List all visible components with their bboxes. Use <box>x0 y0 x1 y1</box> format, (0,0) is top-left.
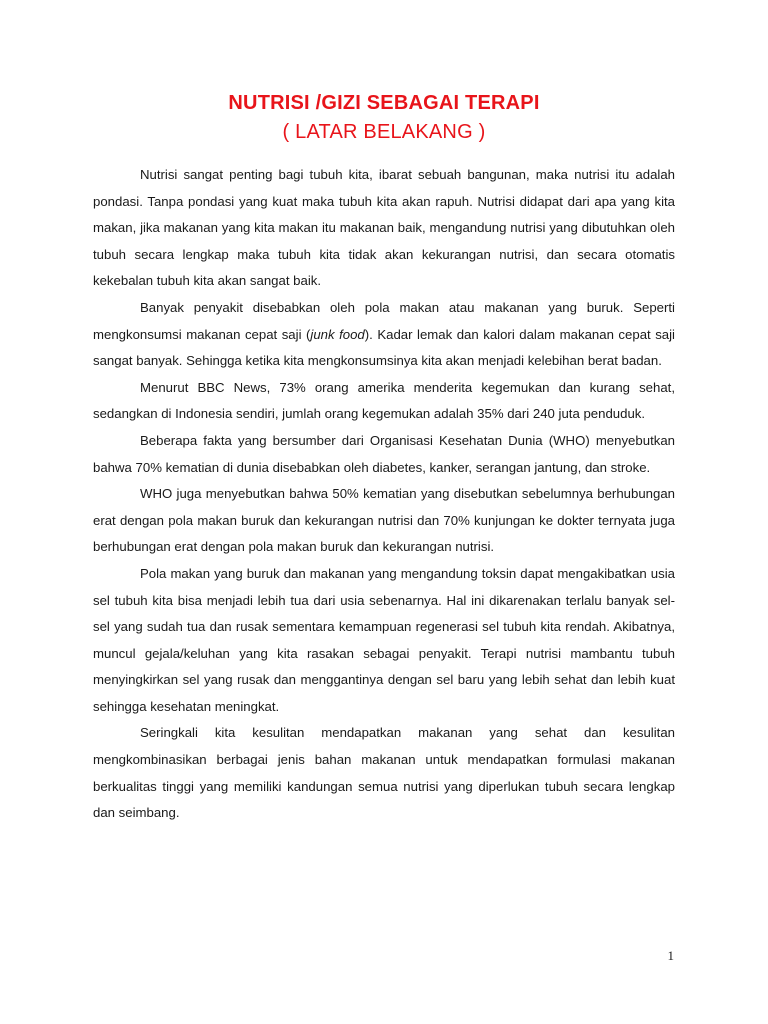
italic-term: junk food <box>310 326 365 342</box>
paragraph-nutrisi-pondasi: Nutrisi sangat penting bagi tubuh kita, ibarat sebuah bangunan, maka nutrisi itu adalah pondasi. Tanpa pondasi yang kuat maka tubuh kita akan rapuh. Nutrisi didapat dari apa yang kita makan, jika makanan yang kita makan itu makanan baik, mengandung nutrisi yang dibutuhkan oleh tubuh secara lengkap maka tubuh kita tidak akan kekurangan nutrisi, dan secara otomatis kekebalan tubuh kita akan sangat baik. <box>93 167 675 289</box>
paragraph-penyakit-pola-makan <box>93 295 675 375</box>
paragraph-who-kematian: WHO juga menyebutkan bahwa 50% kematian yang disebutkan sebelumnya berhubungan erat dengan pola makan buruk dan kekurangan nutrisi dan 70% kunjungan ke dokter ternyata juga berhubungan erat dengan pola makan buruk dan kekurangan nutrisi. <box>93 486 675 555</box>
paragraph-text: Banyak penyakit disebabkan oleh pola makan atau makanan yang buruk. Seperti mengkonsumsi makanan cepat saji ( <box>93 299 675 342</box>
page-number: 1 <box>667 948 674 963</box>
paragraph-bbc-news: Menurut BBC News, 73% orang amerika menderita kegemukan dan kurang sehat, sedangkan di Indonesia sendiri, jumlah orang kegemukan adalah 35% dari 240 juta penduduk. <box>93 379 675 422</box>
paragraph-who-fakta: Beberapa fakta yang bersumber dari Organisasi Kesehatan Dunia (WHO) menyebutkan bahwa 70% kematian di dunia disebabkan oleh diabetes, kanker, serangan jantung, dan stroke. <box>93 432 675 475</box>
document-body <box>93 162 675 827</box>
paragraph-text: ). Kadar lemak dan kalori dalam makanan cepat saji sangat banyak. Sehingga ketika kita mengkonsumsinya kita akan menjadi kelebihan berat badan. <box>93 326 675 369</box>
document-subtitle: ( LATAR BELAKANG ) <box>282 121 486 143</box>
paragraph-kesulitan-makanan: Seringkali kita kesulitan mendapatkan makanan yang sehat dan kesulitan mengkombinasikan berbagai jenis bahan makanan untuk mendapatkan formulasi makanan berkualitas tinggi yang memiliki kandungan semua nutrisi yang diperlukan tubuh secara lengkap dan seimbang. <box>93 725 675 821</box>
paragraph-toksin: Pola makan yang buruk dan makanan yang mengandung toksin dapat mengakibatkan usia sel tubuh kita bisa menjadi lebih tua dari usia sebenarnya. Hal ini dikarenakan terlalu banyak sel-sel yang sudah tua dan rusak sementara kemampuan regenerasi sel tubuh kita rendah. Akibatnya, muncul gejala/keluhan yang kita rasakan sebagai penyakit. Terapi nutrisi mambantu tubuh menyingkirkan sel yang rusak dan menggantinya dengan sel baru yang lebih sehat dan lebih kuat sehingga kesehatan meningkat. <box>93 565 675 714</box>
document-title: NUTRISI /GIZI SEBAGAI TERAPI <box>228 92 540 114</box>
